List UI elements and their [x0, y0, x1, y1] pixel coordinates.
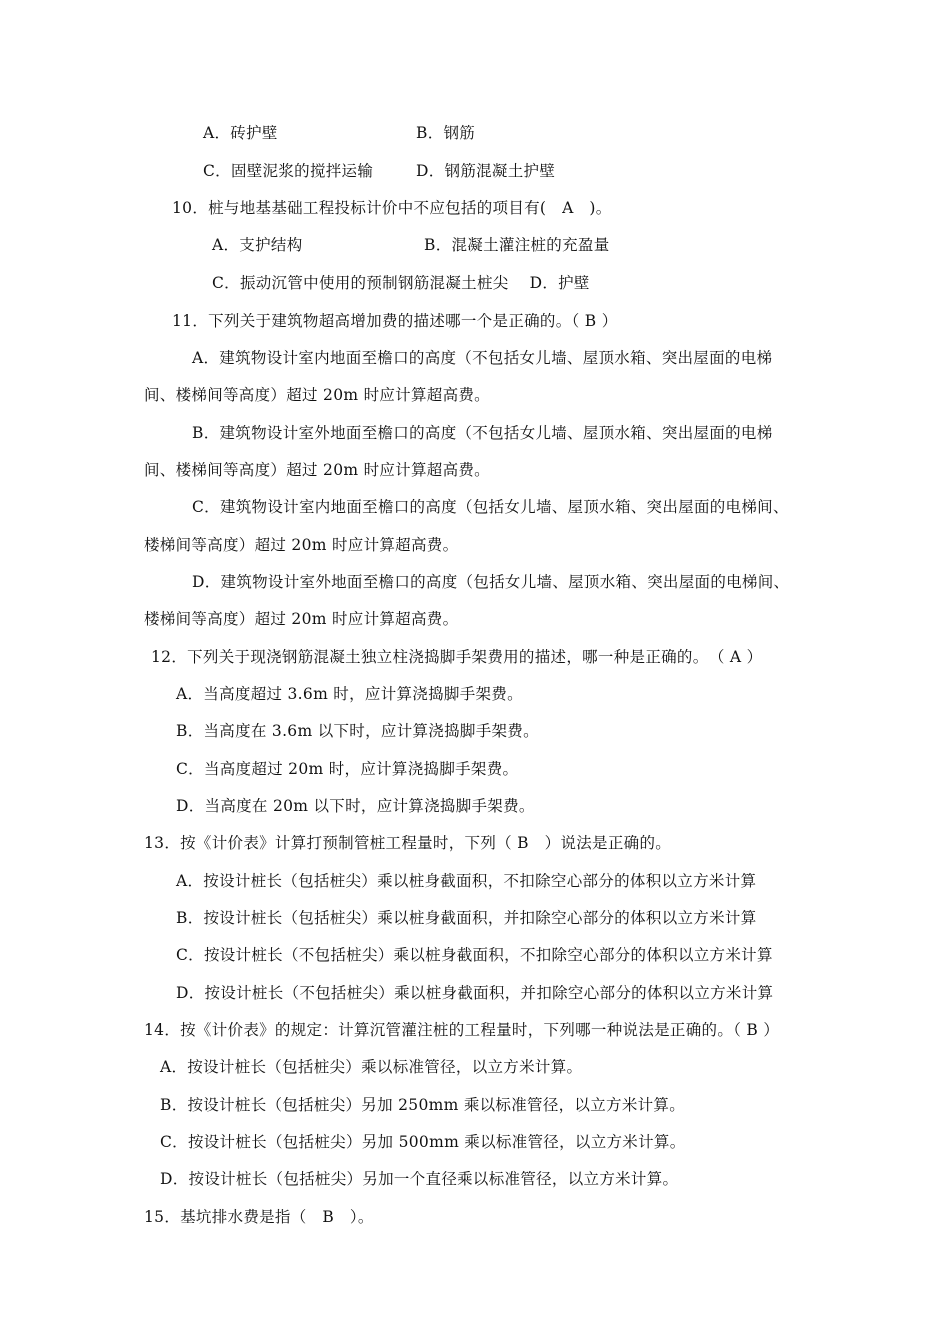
q11-option-a-line2: 间、楼梯间等高度）超过 20m 时应计算超高费。 [144, 386, 490, 404]
q12-option-d: D．当高度在 20m 以下时，应计算浇捣脚手架费。 [176, 797, 535, 815]
q12-stem: 12．下列关于现浇钢筋混凝土独立柱浇捣脚手架费用的描述，哪一种是正确的。 （ A ） [151, 648, 763, 666]
q11-option-c-line1: C．建筑物设计室内地面至檐口的高度（包括女儿墙、屋顶水箱、突出屋面的电梯间、 [192, 498, 789, 516]
q13-stem: 13．按《计价表》计算打预制管桩工程量时，下列（ B ）说法是正确的。 [144, 834, 672, 852]
q11-option-a-line1: A．建筑物设计室内地面至檐口的高度（不包括女儿墙、屋顶水箱、突出屋面的电梯 [192, 349, 773, 367]
q11-option-d-line1: D．建筑物设计室外地面至檐口的高度（包括女儿墙、屋顶水箱、突出屋面的电梯间、 [192, 573, 790, 591]
q9-option-a: A．砖护壁 [203, 124, 278, 142]
q14-option-d: D．按设计桩长（包括桩尖）另加一个直径乘以标准管径，以立方米计算。 [160, 1170, 679, 1188]
q11-option-c-line2: 楼梯间等高度）超过 20m 时应计算超高费。 [144, 536, 459, 554]
q10-option-cd: C．振动沉管中使用的预制钢筋混凝土桩尖 D．护壁 [212, 274, 590, 292]
q15-stem: 15．基坑排水费是指（ B ）。 [144, 1208, 374, 1226]
q14-option-b: B．按设计桩长（包括桩尖）另加 250mm 乘以标准管径，以立方米计算。 [160, 1096, 686, 1114]
q10-option-a: A．支护结构 [212, 236, 303, 254]
q9-option-d: D．钢筋混凝土护壁 [416, 162, 556, 180]
q11-option-b-line2: 间、楼梯间等高度）超过 20m 时应计算超高费。 [144, 461, 490, 479]
q10-stem: 10．桩与地基基础工程投标计价中不应包括的项目有( A )。 [172, 199, 612, 217]
q13-option-c: C．按设计桩长（不包括桩尖）乘以桩身截面积，不扣除空心部分的体积以立方米计算 [176, 946, 773, 964]
q12-option-c: C．当高度超过 20m 时，应计算浇捣脚手架费。 [176, 760, 519, 778]
q11-option-b-line1: B．建筑物设计室外地面至檐口的高度（不包括女儿墙、屋顶水箱、突出屋面的电梯 [192, 424, 773, 442]
q14-stem: 14．按《计价表》的规定：计算沉管灌注桩的工程量时，下列哪一种说法是正确的。（ B ） [144, 1021, 780, 1039]
q9-option-c: C．固壁泥浆的搅拌运输 [203, 162, 374, 180]
q14-option-c: C．按设计桩长（包括桩尖）另加 500mm 乘以标准管径，以立方米计算。 [160, 1133, 686, 1151]
q14-option-a: A．按设计桩长（包括桩尖）乘以标准管径，以立方米计算。 [160, 1058, 583, 1076]
q12-option-b: B．当高度在 3.6m 以下时，应计算浇捣脚手架费。 [176, 722, 539, 740]
q13-option-d: D．按设计桩长（不包括桩尖）乘以桩身截面积，并扣除空心部分的体积以立方米计算 [176, 984, 774, 1002]
q13-option-b: B．按设计桩长（包括桩尖）乘以桩身截面积，并扣除空心部分的体积以立方米计算 [176, 909, 757, 927]
q10-option-b: B．混凝土灌注桩的充盈量 [424, 236, 610, 254]
q11-option-d-line2: 楼梯间等高度）超过 20m 时应计算超高费。 [144, 610, 459, 628]
q11-stem: 11．下列关于建筑物超高增加费的描述哪一个是正确的。（ B ） [172, 312, 618, 330]
q12-option-a: A．当高度超过 3.6m 时，应计算浇捣脚手架费。 [176, 685, 523, 703]
q13-option-a: A．按设计桩长（包括桩尖）乘以桩身截面积，不扣除空心部分的体积以立方米计算 [176, 872, 757, 890]
q9-option-b: B．钢筋 [416, 124, 476, 142]
